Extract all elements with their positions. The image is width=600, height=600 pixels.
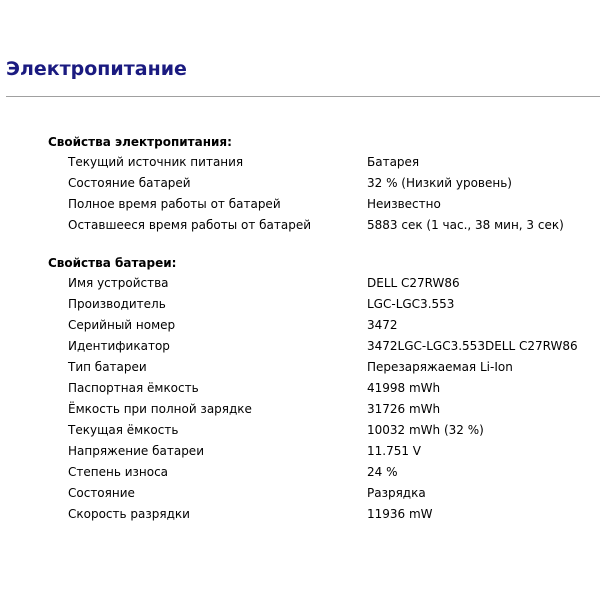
property-row — [48, 504, 594, 525]
property-name: Полное время работы от батарей — [68, 197, 281, 211]
property-row — [48, 441, 594, 462]
property-row — [48, 152, 594, 173]
property-value: 32 % (Низкий уровень) — [367, 176, 512, 190]
property-row — [48, 336, 594, 357]
property-value: 11.751 V — [367, 444, 422, 458]
property-name: Напряжение батареи — [68, 444, 204, 458]
property-value: 41998 mWh — [367, 381, 441, 395]
section-heading: Свойства электропитания: — [48, 135, 232, 149]
property-value: Неизвестно — [367, 197, 441, 211]
property-value: LGC-LGC3.553 — [367, 297, 455, 311]
property-value: 3472LGC-LGC3.553DELL C27RW86 — [367, 339, 578, 353]
property-row — [48, 420, 594, 441]
property-name: Состояние — [68, 486, 135, 500]
property-name: Идентификатор — [68, 339, 170, 353]
property-value: 31726 mWh — [367, 402, 441, 416]
property-name: Серийный номер — [68, 318, 176, 332]
power-properties-section — [48, 132, 594, 236]
property-name: Скорость разрядки — [68, 507, 190, 521]
title-divider — [6, 96, 600, 97]
property-name: Тип батареи — [68, 360, 147, 374]
property-value: 10032 mWh (32 %) — [367, 423, 484, 437]
property-name: Текущая ёмкость — [68, 423, 179, 437]
property-value: 3472 — [367, 318, 398, 332]
property-value: Разрядка — [367, 486, 426, 500]
property-name: Состояние батарей — [68, 176, 191, 190]
section-rows — [48, 152, 594, 236]
property-row — [48, 483, 594, 504]
property-row — [48, 315, 594, 336]
property-value: DELL C27RW86 — [367, 276, 460, 290]
property-row — [48, 294, 594, 315]
property-name: Степень износа — [68, 465, 169, 479]
page-title: Электропитание — [6, 58, 187, 80]
section-heading: Свойства батареи: — [48, 256, 177, 270]
property-value: Батарея — [367, 155, 420, 169]
property-name: Имя устройства — [68, 276, 169, 290]
property-row — [48, 378, 594, 399]
property-value: 5883 сек (1 час., 38 мин, 3 сек) — [367, 218, 564, 232]
battery-properties-section — [48, 253, 594, 525]
property-row — [48, 462, 594, 483]
property-name: Оставшееся время работы от батарей — [68, 218, 312, 232]
property-name: Производитель — [68, 297, 166, 311]
property-row — [48, 215, 594, 236]
property-name: Ёмкость при полной зарядке — [68, 402, 252, 416]
property-row — [48, 273, 594, 294]
property-name: Текущий источник питания — [68, 155, 244, 169]
property-value: 24 % — [367, 465, 398, 479]
property-row — [48, 173, 594, 194]
property-name: Паспортная ёмкость — [68, 381, 199, 395]
properties-list — [48, 132, 594, 542]
property-row — [48, 357, 594, 378]
section-rows — [48, 273, 594, 525]
property-value: Перезаряжаемая Li-Ion — [367, 360, 513, 374]
property-row — [48, 194, 594, 215]
property-value: 11936 mW — [367, 507, 433, 521]
property-row — [48, 399, 594, 420]
